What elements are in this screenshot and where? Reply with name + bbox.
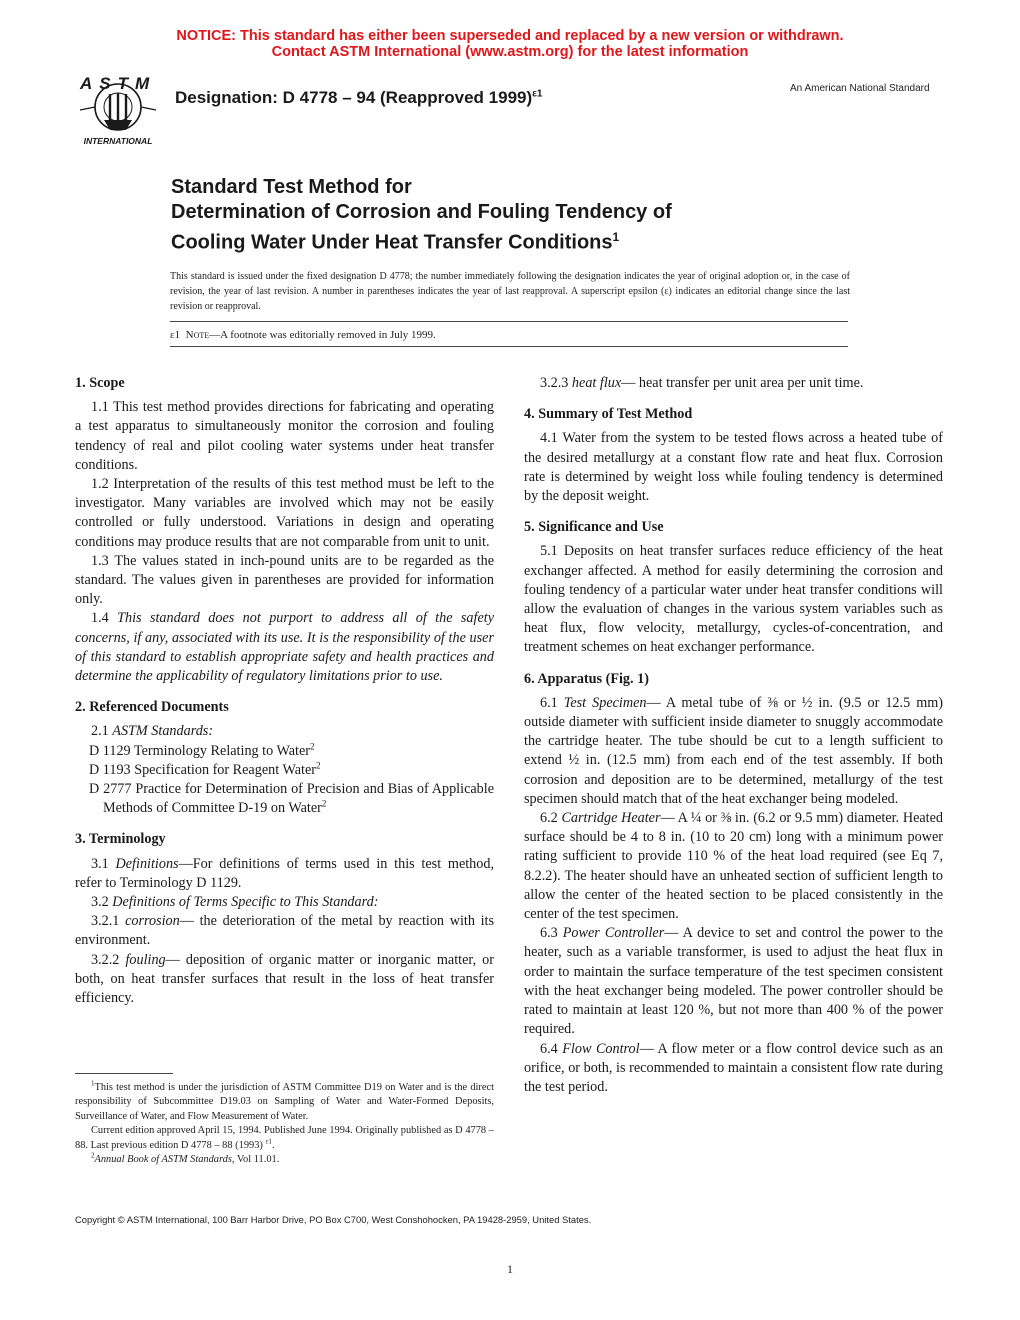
para-5-1: 5.1 Deposits on heat transfer surfaces reduce efficiency of the heat exchanger affected. A method for easily determining the corrosion and fouling tendency of a particular water under heat transfer conditions will allow the evaluation of changes in the various system variables such as heat flux, flow velocity, metallurgy, cycles-of-concentration, and treatment schemes on heat exchanger performance. (524, 543, 943, 656)
designation-epsilon: ε1 (532, 88, 543, 100)
para-3-2-term: Definitions of Terms Specific to This Standard: (112, 894, 379, 911)
footnote-rule (75, 1073, 173, 1074)
para-6-1-term: Test Specimen (563, 694, 647, 711)
para-3-2-3-num: 3.2.3 (540, 375, 572, 391)
footnote-2 (75, 1153, 494, 1167)
para-3-2-3-text: — heat transfer per unit area per unit time. (621, 375, 864, 391)
footnote-2-text: , Vol 11.01. (231, 1154, 280, 1166)
para-6-3-term: Power Controller (562, 925, 665, 942)
logo-letters: ASTM (80, 74, 157, 93)
heading-terminology: 3. Terminology (75, 831, 166, 848)
astm-logo (72, 74, 164, 152)
right-column (524, 374, 943, 1097)
header-rule-top (170, 321, 848, 322)
reference-d1129-sup: 2 (310, 740, 315, 751)
para-3-2-1-num: 3.2.1 (91, 913, 126, 930)
notice-line-1: NOTICE: This standard has either been superseded and replaced by a new version or withdrawn. (176, 28, 844, 44)
reference-d2777 (75, 780, 494, 818)
epsilon-note-mark: ε1 (170, 329, 181, 341)
reference-d1193-text: D 1193 Specification for Reagent Water (89, 761, 316, 778)
para-6-1-text: — A metal tube of ⅜ or ½ in. (9.5 or 12.5 mm) outside diameter with sufficient inside diameter to snuggly accommodate the cartridge heater. The tube should be cut to a length sufficient to extend ½ in. (12.5 mm) from each end of the test assembly. If both corrosion and deposition are to be determined, metallurgy of the test specimen should match that of the heat exchanger being modeled. (524, 694, 943, 807)
footnote-1-text: This test method is under the jurisdiction of ASTM Committee D19 on Water and is the direct responsibility of Subcommittee D19.03 on Sampling of Water and Water-Formed Deposits, Surveillance of Water, and Flow Measurement of Water. (75, 1082, 494, 1122)
epsilon-note-text: —A footnote was editorially removed in July 1999. (209, 329, 436, 341)
american-national-standard: An American National Standard (790, 83, 930, 94)
notice-line-2: Contact ASTM International (www.astm.org) for the latest information (271, 44, 749, 60)
para-1-2: 1.2 Interpretation of the results of this test method must be left to the investigator. Many variables are involved which may not be easily controlled or fully understood. Variations in design and operating conditions may produce results that are not comparable from unit to unit. (75, 476, 494, 550)
para-3-2-2-num: 3.2.2 (91, 951, 126, 968)
footnote-2-mark: 2 (91, 1151, 95, 1160)
para-6-4-text: — A flow meter or a flow control device such as an orifice, or both, is recommended to maintain a consistent flow rate during the test period. (524, 1040, 944, 1095)
footnote-1-edition-text: Current edition approved April 15, 1994. Published June 1994. Originally published as D 4778 – 88. Last previous edition D 4778 – 88 (1993) (75, 1125, 494, 1151)
para-6-3-text: — A device to set and control the power to the heater, such as a variable transformer, is used to adjust the heat flux in order to maintain the surface temperature of the test specimen consistent with the heat exchanger being modeled. The power controller should be rated to maintain at least 120 %, but not more than 400 % of the power required. (524, 925, 943, 1038)
para-6-4-term: Flow Control (562, 1040, 640, 1057)
para-6-1 (524, 694, 943, 809)
footnotes (75, 1081, 494, 1167)
reference-d2777-sup: 2 (321, 798, 327, 809)
epsilon-note (170, 329, 436, 341)
copyright-line: Copyright © ASTM International, 100 Barr Harbor Drive, PO Box C700, West Conshohocken, PA 19428-2959, United States. (75, 1214, 592, 1225)
para-6-1-num: 6.1 (540, 694, 564, 711)
para-1-4-num: 1.4 (91, 610, 118, 627)
title-line-3 (171, 225, 871, 256)
para-3-2 (75, 893, 494, 912)
para-4-1: 4.1 Water from the system to be tested flows across a heated tube of the desired metallurgy at a constant flow rate and heat flux. Corrosion rate is determined by weight loss while fouling tendency is determined by the deposit weight. (524, 430, 943, 505)
reference-d2777-text: D 2777 Practice for Determination of Precision and Bias of Applicable Methods of Committee D-19 on Water (89, 781, 494, 817)
title-line-2: Determination of Corrosion and Fouling Tendency of (171, 201, 672, 223)
heading-summary: 4. Summary of Test Method (524, 406, 693, 423)
para-6-2-text: — A ¼ or ⅜ in. (6.2 or 9.5 mm) diameter. Heated surface should be 4 to 8 in. (10 to 20 cm) long with a minimum power rating sufficient to provide 110 % of the heat load required (see Eq 7, 8.2.2). The heater should have an unheated section of sufficient length to allow the center of the heated section to be placed consistently in the center of the test specimen. (524, 810, 944, 923)
para-6-2-term: Cartridge Heater (561, 810, 661, 827)
title-line-3-text: Cooling Water Under Heat Transfer Conditions (171, 231, 613, 254)
para-1-1: 1.1 This test method provides directions for fabricating and operating a test apparatus to simultaneously monitor the corrosion and fouling tendency of real and pilot cooling water systems under heat transfer conditions. (75, 399, 494, 473)
header-rule-bottom (170, 346, 848, 347)
heading-significance: 5. Significance and Use (524, 519, 664, 536)
epsilon-note-label: Note (185, 329, 210, 341)
document-title (171, 175, 871, 256)
reference-d1193-sup: 2 (315, 760, 321, 771)
page-number: 1 (507, 1262, 513, 1276)
para-3-1-text: —For definitions of terms used in this test method, refer to Terminology D 1129. (75, 855, 495, 891)
footnote-1 (75, 1081, 494, 1124)
reference-d1193 (75, 761, 494, 780)
para-3-2-1-term: corrosion (125, 913, 180, 930)
para-3-1-term: Definitions (115, 855, 179, 872)
para-3-1-num: 3.1 (91, 855, 116, 872)
heading-referenced-documents: 2. Referenced Documents (75, 699, 229, 716)
footnote-1-mark: 1 (91, 1079, 95, 1088)
para-3-2-num: 3.2 (91, 894, 113, 911)
logo-label: INTERNATIONAL (83, 136, 153, 146)
title-footnote-ref: 1 (612, 230, 620, 244)
para-6-4-num: 6.4 (540, 1040, 563, 1057)
reference-d1129-text: D 1129 Terminology Relating to Water (89, 742, 311, 759)
left-column (75, 374, 494, 1008)
footnote-1-epsilon: ε1 (265, 1137, 272, 1146)
designation (175, 88, 542, 108)
para-3-1 (75, 855, 494, 893)
para-6-2 (524, 809, 943, 924)
para-3-2-3 (524, 374, 943, 393)
para-6-2-num: 6.2 (540, 810, 562, 827)
para-3-2-1 (75, 912, 494, 950)
para-3-2-1-text: — the deterioration of the metal by reaction with its environment. (75, 913, 495, 949)
para-3-2-2-term: fouling (125, 951, 166, 968)
para-3-2-2 (75, 951, 494, 1009)
footnote-2-title: Annual Book of ASTM Standards (94, 1154, 232, 1166)
para-6-4 (524, 1040, 943, 1098)
para-6-3 (524, 924, 943, 1039)
para-2-1 (75, 722, 494, 741)
para-1-4 (75, 609, 494, 686)
para-1-4-text: This standard does not purport to address all of the safety concerns, if any, associated with its use. It is the responsibility of the user of this standard to establish appropriate safety and health practices and determine the applicability of regulatory limitations prior to use. (75, 610, 494, 685)
heading-apparatus: 6. Apparatus (Fig. 1) (524, 670, 649, 687)
heading-scope: 1. Scope (75, 375, 125, 391)
para-6-3-num: 6.3 (540, 925, 563, 942)
reference-d1129 (75, 742, 494, 761)
designation-text: Designation: D 4778 – 94 (Reapproved 1999) (175, 88, 533, 107)
para-2-1-num: 2.1 (91, 723, 113, 740)
para-2-1-label: ASTM Standards: (112, 723, 214, 740)
issued-statement: This standard is issued under the fixed designation D 4778; the number immediately following the designation indicates the year of original adoption or, in the case of revision, the year of last revision. A number in parentheses indicates the year of last reapproval. A superscript epsilon (ε) indicates an editorial change since the last revision or reapproval. (170, 271, 850, 312)
footnote-1-edition (75, 1124, 494, 1153)
title-line-1: Standard Test Method for (171, 176, 412, 198)
para-3-2-3-term: heat flux (571, 375, 622, 391)
para-3-2-2-text: — deposition of organic matter or inorganic matter, or both, on heat transfer surfaces that result in the loss of heat transfer efficiency. (75, 951, 494, 1007)
footnote-1-end: . (271, 1139, 275, 1151)
para-1-3: 1.3 The values stated in inch-pound units are to be regarded as the standard. The values given in parentheses are provided for information only. (75, 552, 494, 608)
